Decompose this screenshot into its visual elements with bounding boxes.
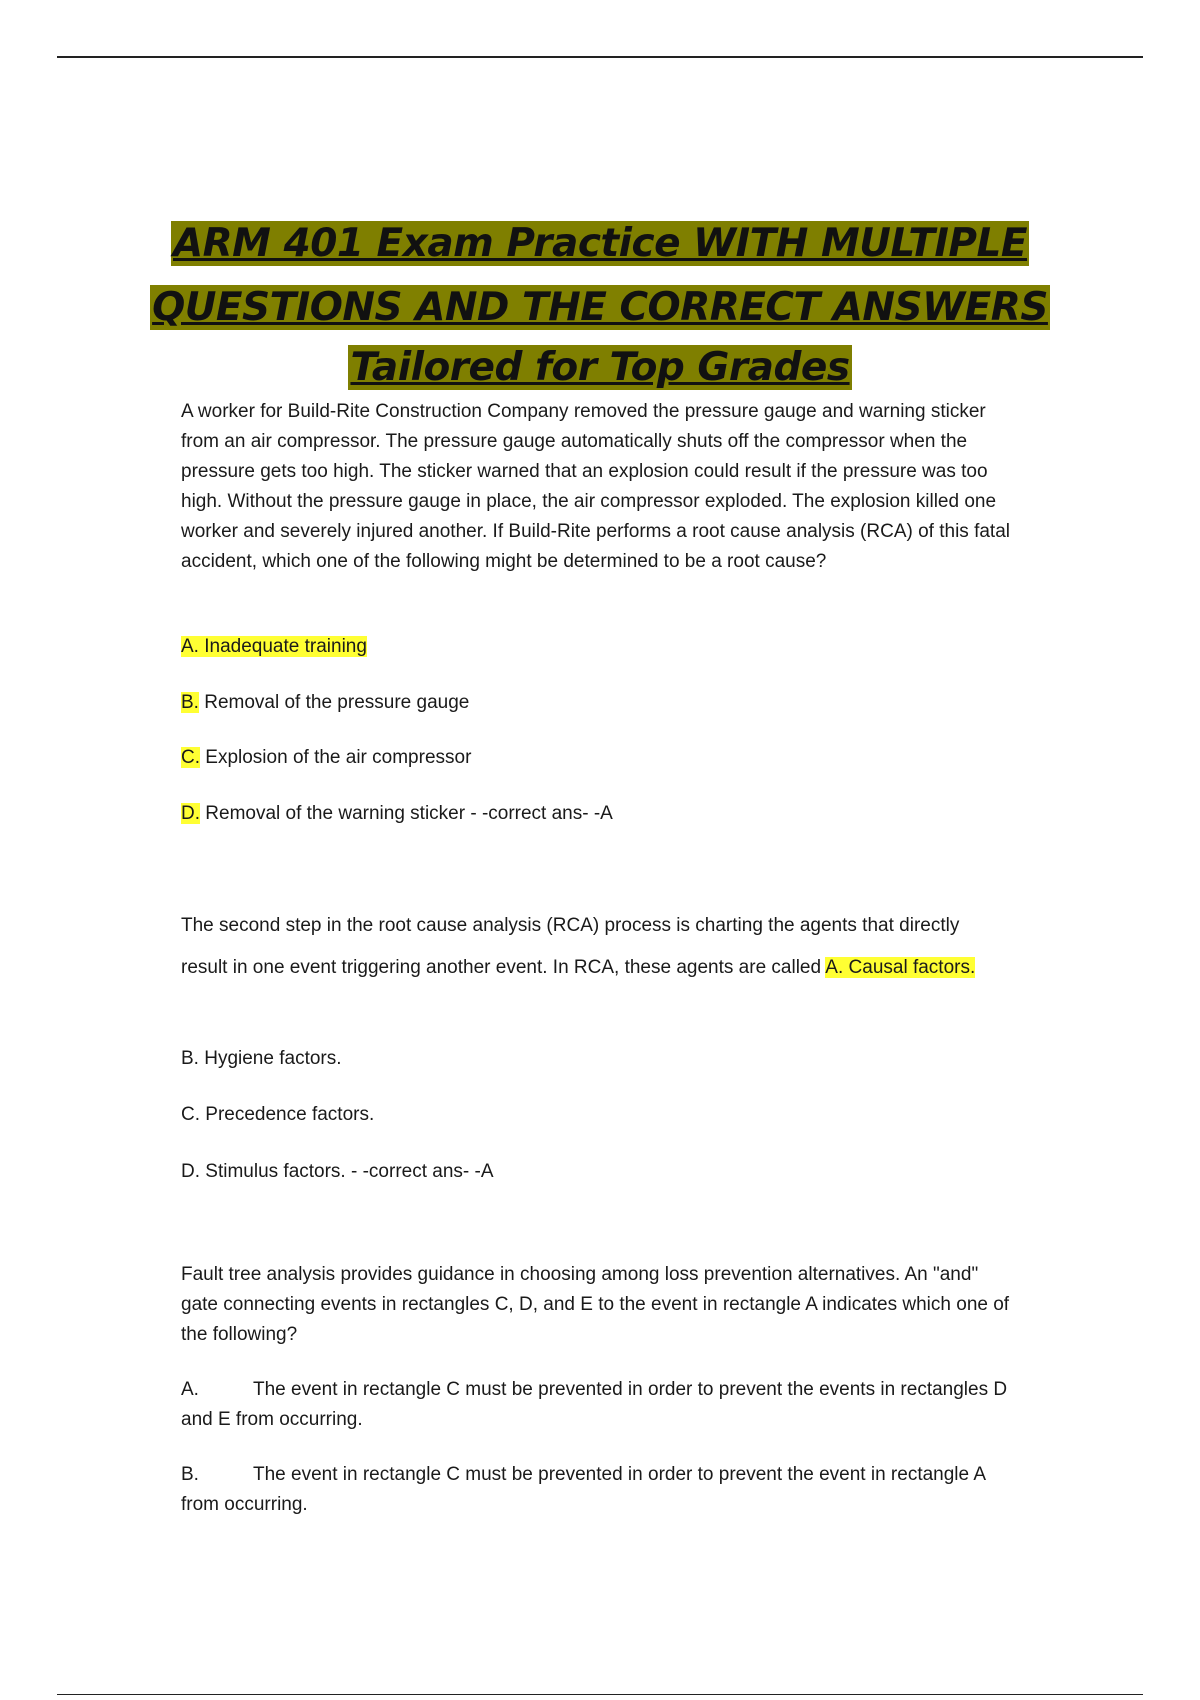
- q1-option-d-text: Removal of the warning sticker - -correct ans- -A: [200, 803, 613, 824]
- q1-option-b-text: Removal of the pressure gauge: [198, 692, 470, 713]
- q3-option-b-letter: B.: [181, 1464, 199, 1485]
- q1-option-b: [181, 688, 469, 718]
- q2-option-a: A. Causal factors.: [825, 957, 976, 978]
- bottom-rule: [57, 1694, 1143, 1695]
- question-2-text: [181, 905, 1011, 989]
- document-title: [0, 212, 1200, 396]
- title-line-3: Tailored for Top Grades: [350, 345, 850, 390]
- q3-option-b-text: The event in rectangle C must be prevented in order to prevent the event in rectangle A from occurring.: [181, 1464, 985, 1515]
- question-3-text: Fault tree analysis provides guidance in choosing among loss prevention alternatives. An "and" gate connecting events in rectangles C, D, and E to the event in rectangle A indicates which one of the following?: [181, 1264, 1010, 1345]
- q3-option-a: [181, 1375, 1011, 1435]
- q2-option-d: D. Stimulus factors. - -correct ans- -A: [181, 1161, 494, 1182]
- q3-option-a-text: The event in rectangle C must be prevented in order to prevent the events in rectangles D and E from occurring.: [181, 1379, 1008, 1430]
- title-line-2: QUESTIONS AND THE CORRECT ANSWERS: [152, 285, 1048, 330]
- q1-option-c: [181, 743, 471, 773]
- q1-option-d: [181, 799, 613, 829]
- q1-option-a: [181, 632, 367, 662]
- title-line-1: ARM 401 Exam Practice WITH MULTIPLE: [172, 221, 1028, 266]
- q1-option-d-letter: D.: [181, 803, 200, 824]
- top-rule: [57, 56, 1143, 58]
- q1-option-c-letter: C.: [181, 747, 200, 768]
- q3-option-a-letter: A.: [181, 1379, 199, 1400]
- q2-stem: The second step in the root cause analysis (RCA) process is charting the agents that directly result in one event triggering another event. In RCA, these agents are called: [181, 915, 960, 978]
- q3-option-b: [181, 1460, 1011, 1520]
- q1-option-a-label: A. Inadequate training: [181, 636, 367, 657]
- q2-option-b: B. Hygiene factors.: [181, 1048, 342, 1069]
- q2-option-c: C. Precedence factors.: [181, 1104, 375, 1125]
- q1-option-b-letter: B.: [181, 692, 199, 713]
- question-1-text: A worker for Build-Rite Construction Company removed the pressure gauge and warning sticker from an air compressor. The pressure gauge automatically shuts off the compressor when the pressure gets too high. The sticker warned that an explosion could result if the pressure was too high. Without the pressure gauge in place, the air compressor exploded. The explosion killed one worker and severely injured another. If Build-Rite performs a root cause analysis (RCA) of this fatal accident, which one of the following might be determined to be a root cause?: [181, 401, 1010, 572]
- q1-option-c-text: Explosion of the air compressor: [200, 747, 472, 768]
